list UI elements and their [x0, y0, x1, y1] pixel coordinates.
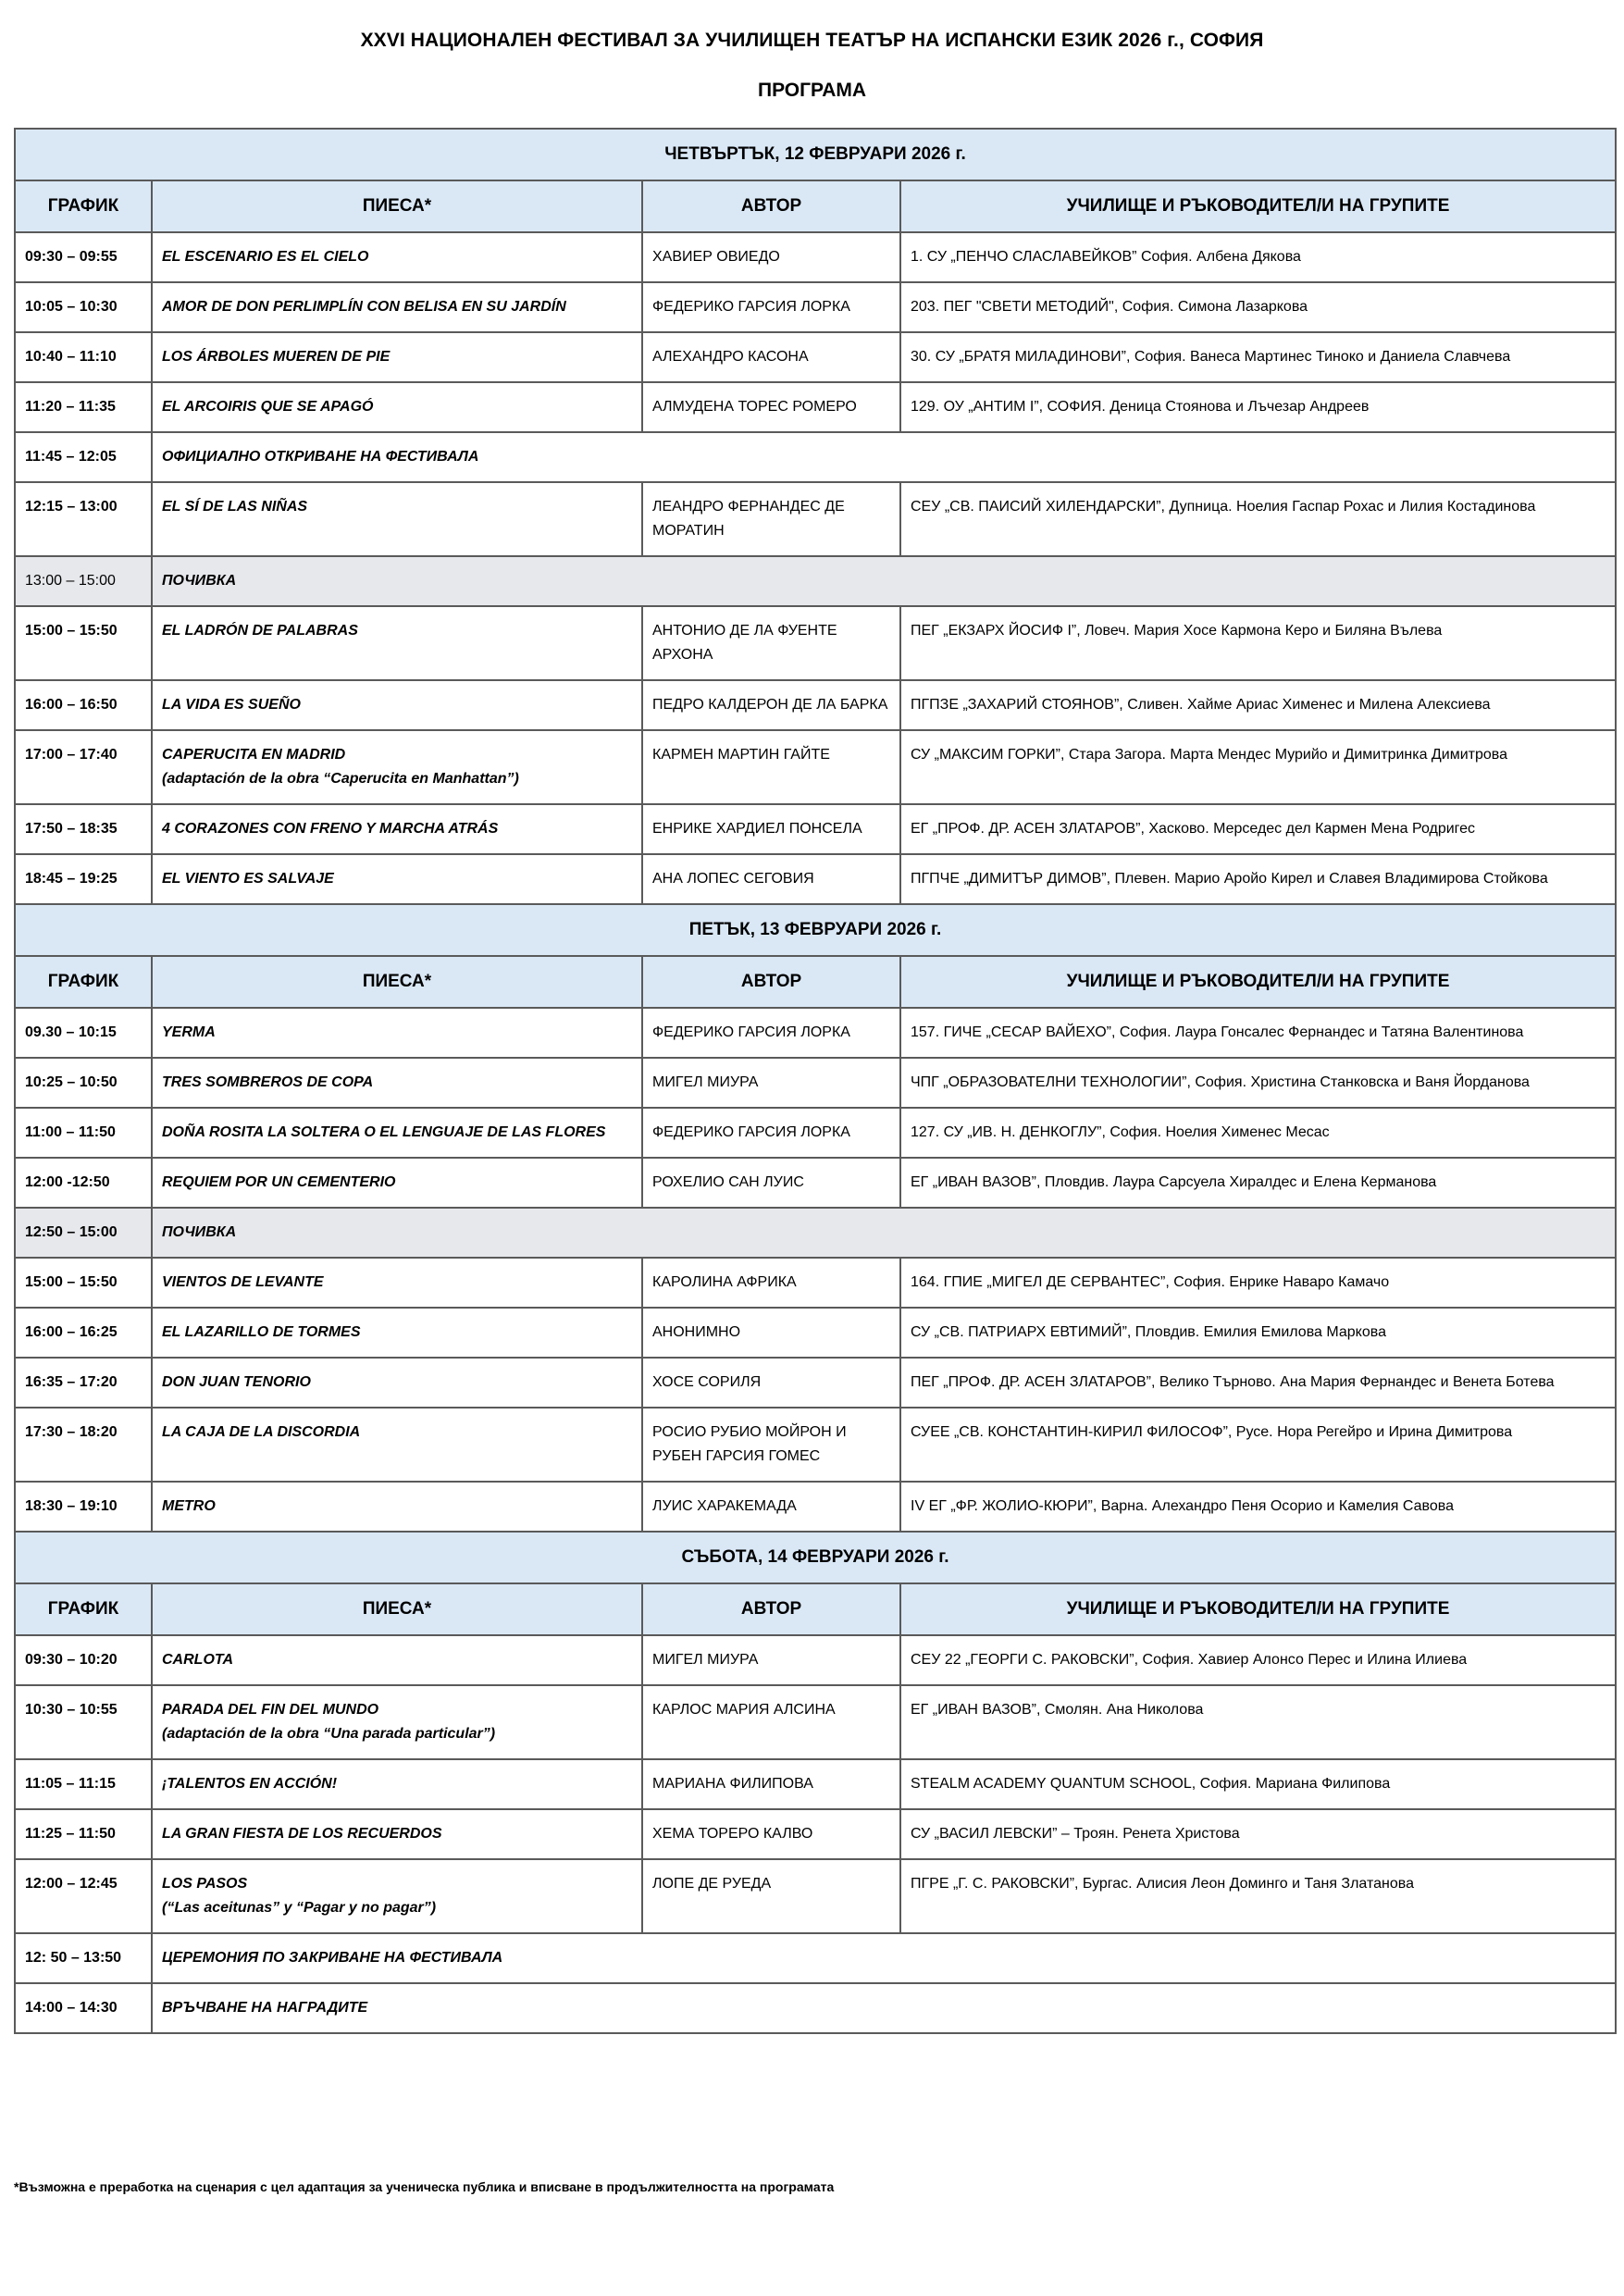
performance-row: [15, 1685, 1616, 1759]
time-cell: 11:20 – 11:35: [15, 382, 152, 432]
time-cell: 09:30 – 09:55: [15, 232, 152, 282]
time-cell: 12:15 – 13:00: [15, 482, 152, 556]
play-cell: [152, 482, 642, 556]
play-cell: [152, 1859, 642, 1933]
play-cell: [152, 1058, 642, 1108]
play-title: LA VIDA ES SUEÑO: [162, 697, 301, 713]
play-cell: [152, 1635, 642, 1685]
day-label: СЪБОТА, 14 ФЕВРУАРИ 2026 г.: [15, 1532, 1616, 1583]
school-cell: ЧПГ „ОБРАЗОВАТЕЛНИ ТЕХНОЛОГИИ”, София. Христина Станковска и Ваня Йорданова: [900, 1058, 1616, 1108]
day-header-row: [15, 1532, 1616, 1583]
performance-row: [15, 1258, 1616, 1308]
time-cell: 11:05 – 11:15: [15, 1759, 152, 1809]
author-cell: ЛЕАНДРО ФЕРНАНДЕС ДЕ МОРАТИН: [642, 482, 900, 556]
performance-row: [15, 232, 1616, 282]
column-header-school: УЧИЛИЩЕ И РЪКОВОДИТЕЛ/И НА ГРУПИТЕ: [900, 956, 1616, 1008]
author-cell: ЛУИС ХАРАКЕМАДА: [642, 1482, 900, 1532]
performance-row: [15, 1058, 1616, 1108]
author-cell: КАРЛОС МАРИЯ АЛСИНА: [642, 1685, 900, 1759]
play-cell: [152, 1108, 642, 1158]
time-cell: 12:00 – 12:45: [15, 1859, 152, 1933]
school-cell: ПГПЧЕ „ДИМИТЪР ДИМОВ”, Плевен. Марио Аройо Кирел и Славея Владимирова Стойкова: [900, 854, 1616, 904]
performance-row: [15, 482, 1616, 556]
column-header-school: УЧИЛИЩЕ И РЪКОВОДИТЕЛ/И НА ГРУПИТЕ: [900, 1583, 1616, 1635]
play-title: REQUIEM POR UN CEMENTERIO: [162, 1174, 396, 1190]
school-cell: ЕГ „ПРОФ. ДР. АСЕН ЗЛАТАРОВ”, Хасково. Мерседес дел Кармен Мена Родригес: [900, 804, 1616, 854]
play-title: DON JUAN TENORIO: [162, 1374, 311, 1390]
day-label: ПЕТЪК, 13 ФЕВРУАРИ 2026 г.: [15, 904, 1616, 956]
performance-row: [15, 854, 1616, 904]
play-cell: [152, 1358, 642, 1408]
column-header-play: ПИЕСА*: [152, 1583, 642, 1635]
author-cell: ПЕДРО КАЛДЕРОН ДЕ ЛА БАРКА: [642, 680, 900, 730]
performance-row: [15, 1809, 1616, 1859]
event-cell: ПОЧИВКА: [152, 556, 1616, 606]
play-cell: [152, 1008, 642, 1058]
time-cell: 17:30 – 18:20: [15, 1408, 152, 1482]
play-title: TRES SOMBREROS DE COPA: [162, 1074, 374, 1090]
column-header-row: [15, 956, 1616, 1008]
column-header-time: ГРАФИК: [15, 956, 152, 1008]
author-cell: РОСИО РУБИО МОЙРОН И РУБЕН ГАРСИЯ ГОМЕС: [642, 1408, 900, 1482]
school-cell: 203. ПЕГ "СВЕТИ МЕТОДИЙ", София. Симона Лазаркова: [900, 282, 1616, 332]
time-cell: 18:45 – 19:25: [15, 854, 152, 904]
school-cell: ПЕГ „ЕКЗАРХ ЙОСИФ I”, Ловеч. Мария Хосе Кармона Керо и Биляна Вълева: [900, 606, 1616, 680]
document-subtitle: ПРОГРАМА: [757, 80, 867, 101]
time-cell: 10:40 – 11:10: [15, 332, 152, 382]
day-header-row: [15, 904, 1616, 956]
play-title: LA CAJA DE LA DISCORDIA: [162, 1424, 361, 1440]
day-header-row: [15, 129, 1616, 180]
school-cell: ЕГ „ИВАН ВАЗОВ”, Смолян. Ана Николова: [900, 1685, 1616, 1759]
column-header-school: УЧИЛИЩЕ И РЪКОВОДИТЕЛ/И НА ГРУПИТЕ: [900, 180, 1616, 232]
play-cell: [152, 1685, 642, 1759]
author-cell: КАРМЕН МАРТИН ГАЙТЕ: [642, 730, 900, 804]
performance-row: [15, 332, 1616, 382]
footnote: *Възможна е преработка на сценария с цел адаптация за ученическа публика и вписване в продължителността на програмата: [14, 2179, 835, 2194]
column-header-play: ПИЕСА*: [152, 956, 642, 1008]
time-cell: 10:25 – 10:50: [15, 1058, 152, 1108]
time-cell: 18:30 – 19:10: [15, 1482, 152, 1532]
play-cell: [152, 382, 642, 432]
play-title: CAPERUCITA EN MADRID: [162, 747, 346, 763]
play-cell: [152, 854, 642, 904]
time-cell: 11:25 – 11:50: [15, 1809, 152, 1859]
time-cell: 16:35 – 17:20: [15, 1358, 152, 1408]
event-cell: ВРЪЧВАНЕ НА НАГРАДИТЕ: [152, 1983, 1616, 2033]
school-cell: СЕУ „СВ. ПАИСИЙ ХИЛЕНДАРСКИ”, Дупница. Ноелия Гаспар Рохас и Лилия Костадинова: [900, 482, 1616, 556]
time-cell: 12: 50 – 13:50: [15, 1933, 152, 1983]
play-title: 4 CORAZONES CON FRENO Y MARCHA ATRÁS: [162, 821, 499, 837]
play-cell: [152, 1809, 642, 1859]
performance-row: [15, 382, 1616, 432]
performance-row: [15, 1108, 1616, 1158]
play-title: YERMA: [162, 1024, 216, 1040]
column-header-author: АВТОР: [642, 1583, 900, 1635]
school-cell: 164. ГПИЕ „МИГЕЛ ДЕ СЕРВАНТЕС”, София. Енрике Наваро Камачо: [900, 1258, 1616, 1308]
school-cell: ПЕГ „ПРОФ. ДР. АСЕН ЗЛАТАРОВ”, Велико Търново. Ана Мария Фернандес и Венета Ботева: [900, 1358, 1616, 1408]
time-cell: 13:00 – 15:00: [15, 556, 152, 606]
play-title: PARADA DEL FIN DEL MUNDO: [162, 1702, 379, 1718]
school-cell: ЕГ „ИВАН ВАЗОВ”, Пловдив. Лаура Сарсуела Хиралдес и Елена Керманова: [900, 1158, 1616, 1208]
school-cell: СУ „ВАСИЛ ЛЕВСКИ” – Троян. Ренета Христова: [900, 1809, 1616, 1859]
author-cell: МАРИАНА ФИЛИПОВА: [642, 1759, 900, 1809]
event-cell: ОФИЦИАЛНО ОТКРИВАНЕ НА ФЕСТИВАЛА: [152, 432, 1616, 482]
play-cell: [152, 1759, 642, 1809]
play-cell: [152, 1482, 642, 1532]
play-cell: [152, 1158, 642, 1208]
play-title: LA GRAN FIESTA DE LOS RECUERDOS: [162, 1826, 442, 1842]
play-cell: [152, 1308, 642, 1358]
play-cell: [152, 804, 642, 854]
column-header-time: ГРАФИК: [15, 1583, 152, 1635]
author-cell: АЛМУДЕНА ТОРЕС РОМЕРО: [642, 382, 900, 432]
time-cell: 14:00 – 14:30: [15, 1983, 152, 2033]
column-header-play: ПИЕСА*: [152, 180, 642, 232]
program-table: [14, 128, 1617, 2034]
play-subtitle: (adaptación de la obra “Una parada particular”): [162, 1726, 496, 1742]
school-cell: 157. ГИЧЕ „СЕСАР ВАЙЕХО”, София. Лаура Гонсалес Фернандес и Татяна Валентинова: [900, 1008, 1616, 1058]
performance-row: [15, 1859, 1616, 1933]
play-title: LOS PASOS: [162, 1876, 248, 1892]
play-title: ¡TALENTOS EN ACCIÓN!: [162, 1776, 338, 1792]
play-title: AMOR DE DON PERLIMPLÍN CON BELISA EN SU JARDÍN: [162, 299, 566, 315]
performance-row: [15, 1482, 1616, 1532]
column-header-author: АВТОР: [642, 180, 900, 232]
school-cell: СУ „МАКСИМ ГОРКИ”, Стара Загора. Марта Мендес Мурийо и Димитринка Димитрова: [900, 730, 1616, 804]
author-cell: АНОНИМНО: [642, 1308, 900, 1358]
break-row: [15, 1208, 1616, 1258]
performance-row: [15, 1759, 1616, 1809]
time-cell: 09:30 – 10:20: [15, 1635, 152, 1685]
school-cell: 127. СУ „ИВ. Н. ДЕНКОГЛУ”, София. Ноелия Хименес Месас: [900, 1108, 1616, 1158]
time-cell: 10:05 – 10:30: [15, 282, 152, 332]
author-cell: МИГЕЛ МИУРА: [642, 1635, 900, 1685]
play-title: EL LADRÓN DE PALABRAS: [162, 623, 358, 639]
play-cell: [152, 606, 642, 680]
time-cell: 16:00 – 16:50: [15, 680, 152, 730]
break-row: [15, 556, 1616, 606]
school-cell: 1. СУ „ПЕНЧО СЛАСЛАВЕЙКОВ” София. Албена Дякова: [900, 232, 1616, 282]
time-cell: 09.30 – 10:15: [15, 1008, 152, 1058]
play-cell: [152, 1408, 642, 1482]
time-cell: 11:45 – 12:05: [15, 432, 152, 482]
play-title: METRO: [162, 1498, 216, 1514]
author-cell: ХАВИЕР ОВИЕДО: [642, 232, 900, 282]
time-cell: 15:00 – 15:50: [15, 606, 152, 680]
time-cell: 15:00 – 15:50: [15, 1258, 152, 1308]
author-cell: АЛЕХАНДРО КАСОНА: [642, 332, 900, 382]
time-cell: 10:30 – 10:55: [15, 1685, 152, 1759]
author-cell: ФЕДЕРИКО ГАРСИЯ ЛОРКА: [642, 1108, 900, 1158]
author-cell: АНТОНИО ДЕ ЛА ФУЕНТЕ АРХОНА: [642, 606, 900, 680]
author-cell: ФЕДЕРИКО ГАРСИЯ ЛОРКА: [642, 1008, 900, 1058]
school-cell: ПГПЗЕ „ЗАХАРИЙ СТОЯНОВ”, Сливен. Хайме Ариас Хименес и Милена Алексиева: [900, 680, 1616, 730]
time-cell: 12:50 – 15:00: [15, 1208, 152, 1258]
school-cell: СУ „СВ. ПАТРИАРХ ЕВТИМИЙ”, Пловдив. Емилия Емилова Маркова: [900, 1308, 1616, 1358]
play-cell: [152, 232, 642, 282]
performance-row: [15, 1358, 1616, 1408]
play-title: EL SÍ DE LAS NIÑAS: [162, 499, 308, 515]
play-subtitle: (“Las aceitunas” y “Pagar y no pagar”): [162, 1900, 437, 1916]
author-cell: КАРОЛИНА АФРИКА: [642, 1258, 900, 1308]
play-title: EL ESCENARIO ES EL CIELO: [162, 249, 369, 265]
author-cell: ХЕМА ТОРЕРО КАЛВО: [642, 1809, 900, 1859]
school-cell: СЕУ 22 „ГЕОРГИ С. РАКОВСКИ”, София. Хавиер Алонсо Перес и Илина Илиева: [900, 1635, 1616, 1685]
author-cell: ЛОПЕ ДЕ РУЕДА: [642, 1859, 900, 1933]
column-header-row: [15, 180, 1616, 232]
play-title: CARLOTA: [162, 1652, 234, 1668]
author-cell: АНА ЛОПЕС СЕГОВИЯ: [642, 854, 900, 904]
column-header-time: ГРАФИК: [15, 180, 152, 232]
document-title: XXVI НАЦИОНАЛЕН ФЕСТИВАЛ ЗА УЧИЛИЩЕН ТЕАТЪР НА ИСПАНСКИ ЕЗИК 2026 г., СОФИЯ: [360, 30, 1264, 51]
author-cell: ХОСЕ СОРИЛЯ: [642, 1358, 900, 1408]
column-header-row: [15, 1583, 1616, 1635]
author-cell: МИГЕЛ МИУРА: [642, 1058, 900, 1108]
school-cell: СУЕЕ „СВ. КОНСТАНТИН-КИРИЛ ФИЛОСОФ”, Русе. Нора Регейро и Ирина Димитрова: [900, 1408, 1616, 1482]
play-title: LOS ÁRBOLES MUEREN DE PIE: [162, 349, 391, 365]
play-cell: [152, 680, 642, 730]
time-cell: 11:00 – 11:50: [15, 1108, 152, 1158]
author-cell: РОХЕЛИО САН ЛУИС: [642, 1158, 900, 1208]
play-cell: [152, 282, 642, 332]
play-title: VIENTOS DE LEVANTE: [162, 1274, 324, 1290]
performance-row: [15, 606, 1616, 680]
play-subtitle: (adaptación de la obra “Caperucita en Manhattan”): [162, 771, 519, 787]
performance-row: [15, 1308, 1616, 1358]
play-title: DOÑA ROSITA LA SOLTERA O EL LENGUAJE DE LAS FLORES: [162, 1124, 606, 1140]
author-cell: ЕНРИКЕ ХАРДИЕЛ ПОНСЕЛА: [642, 804, 900, 854]
event-row: [15, 1933, 1616, 1983]
school-cell: STEALM ACADEMY QUANTUM SCHOOL, София. Мариана Филипова: [900, 1759, 1616, 1809]
play-cell: [152, 730, 642, 804]
time-cell: 17:00 – 17:40: [15, 730, 152, 804]
performance-row: [15, 730, 1616, 804]
play-title: EL VIENTO ES SALVAJE: [162, 871, 334, 887]
school-cell: IV ЕГ „ФР. ЖОЛИО-КЮРИ”, Варна. Алехандро Пеня Осорио и Камелия Савова: [900, 1482, 1616, 1532]
performance-row: [15, 680, 1616, 730]
event-cell: ПОЧИВКА: [152, 1208, 1616, 1258]
time-cell: 16:00 – 16:25: [15, 1308, 152, 1358]
performance-row: [15, 1635, 1616, 1685]
school-cell: 129. ОУ „АНТИМ I”, СОФИЯ. Деница Стоянова и Лъчезар Андреев: [900, 382, 1616, 432]
author-cell: ФЕДЕРИКО ГАРСИЯ ЛОРКА: [642, 282, 900, 332]
performance-row: [15, 1008, 1616, 1058]
play-title: EL LAZARILLO DE TORMES: [162, 1324, 361, 1340]
performance-row: [15, 804, 1616, 854]
play-title: EL ARCOIRIS QUE SE APAGÓ: [162, 399, 374, 415]
program-body: [15, 129, 1616, 2033]
performance-row: [15, 1408, 1616, 1482]
performance-row: [15, 1158, 1616, 1208]
event-cell: ЦЕРЕМОНИЯ ПО ЗАКРИВАНЕ НА ФЕСТИВАЛА: [152, 1933, 1616, 1983]
time-cell: 17:50 – 18:35: [15, 804, 152, 854]
school-cell: ПГРЕ „Г. С. РАКОВСКИ”, Бургас. Алисия Леон Доминго и Таня Златанова: [900, 1859, 1616, 1933]
play-cell: [152, 1258, 642, 1308]
performance-row: [15, 282, 1616, 332]
play-cell: [152, 332, 642, 382]
school-cell: 30. СУ „БРАТЯ МИЛАДИНОВИ”, София. Ванеса Мартинес Тиноко и Даниела Славчева: [900, 332, 1616, 382]
event-row: [15, 1983, 1616, 2033]
day-label: ЧЕТВЪРТЪК, 12 ФЕВРУАРИ 2026 г.: [15, 129, 1616, 180]
time-cell: 12:00 -12:50: [15, 1158, 152, 1208]
column-header-author: АВТОР: [642, 956, 900, 1008]
event-row: [15, 432, 1616, 482]
